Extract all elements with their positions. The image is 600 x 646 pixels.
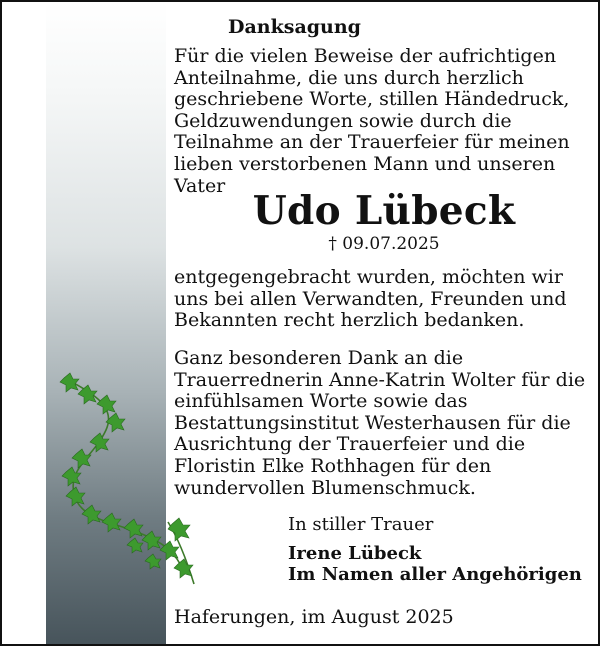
gratitude-paragraph: entgegengebracht wurden, möchten wir uns bei allen Verwandten, Freunden und Bekannten recht herzlich bedanken. [174,266,567,332]
intro-paragraph: Für die vielen Beweise der aufrichtigen Anteilnahme, die uns durch herzlich geschriebene Worte, stillen Händedruck, Geldzuwendungen sowie durch die Teilnahme an der Trauerfeier für meinen lieben verstorbenen Mann und unseren Vater [174,45,570,197]
notice-title: Danksagung [228,16,361,38]
place-and-date: Haferungen, im August 2025 [174,606,454,628]
closing-phrase: In stiller Trauer [288,514,434,535]
deceased-name: Udo Lübeck [252,188,516,234]
signer-family: Im Namen aller Angehörigen [288,564,582,585]
death-date: † 09.07.2025 [328,234,440,254]
signer-name: Irene Lübeck [288,543,422,564]
special-thanks-paragraph: Ganz besonderen Dank an die Trauerrednerin Anne-Katrin Wolter für die einfühlsamen Worte sowie das Bestattungsinstitut Westerhausen für die Ausrichtung der Trauerfeier und die Floristin Elke Rothhagen für den wundervollen Blumenschmuck. [174,347,586,499]
